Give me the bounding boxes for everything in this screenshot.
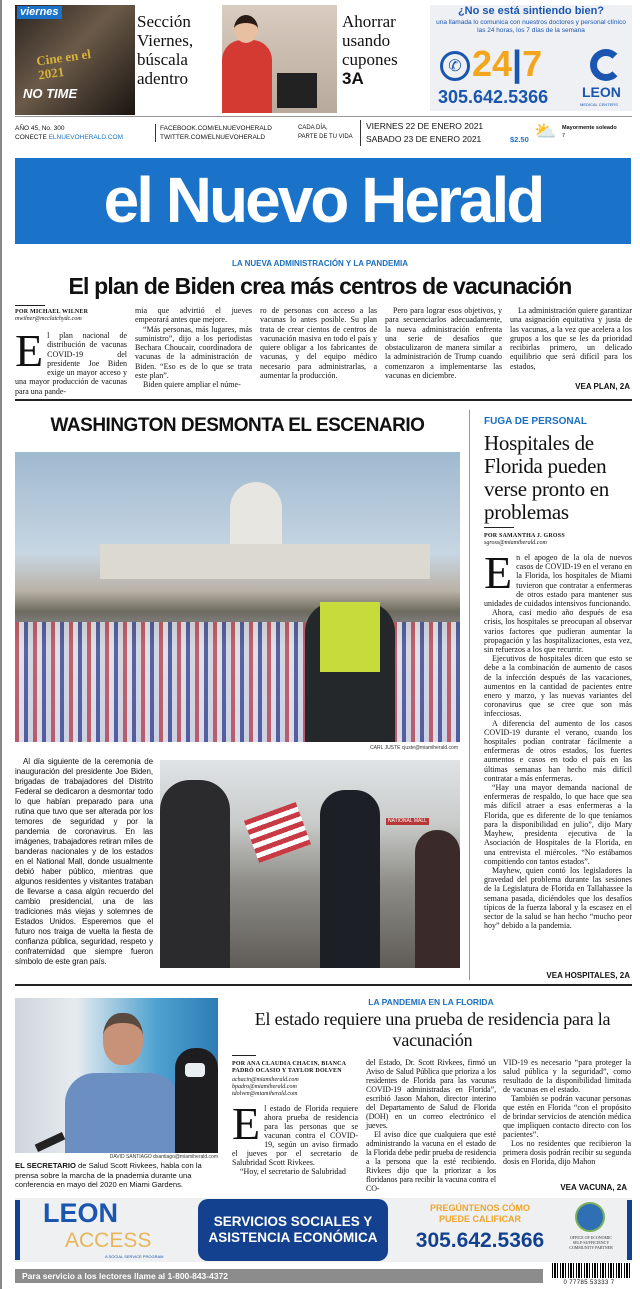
shopper-head [234, 15, 258, 43]
seal-icon [575, 1202, 605, 1232]
column-divider [469, 410, 470, 980]
info-slogan: CADA DÍA, PARTE DE TU VIDA [298, 125, 353, 140]
twitter-link[interactable]: TWITTER.COM/ELNUEVOHERALD [160, 134, 266, 141]
lead-col-4: Pero para lograr esos objetivos, y para secuenciarlos adecuadamente, la nueva administración enfrenta una serie de desafíos que obstaculizaron de manera similar a la administración de Trump cuando comenzaron a implementarse las vacunas en diciembre. [385, 306, 502, 381]
lead-col-3: ro de personas con acceso a las vacunas lo antes posible. Su plan trata de crear cientos de centros de vacunación masiva en todo el país y quiere obligar a los fabricantes de vacunas, y del equipo médico necesario para administrarlas, a aumentar la producción. [260, 306, 377, 381]
lead-kicker: LA NUEVA ADMINISTRACIÓN Y LA PANDEMIA [231, 259, 408, 268]
lead-col-1 [15, 305, 127, 396]
safety-vest [320, 602, 380, 672]
person-left [160, 780, 230, 968]
person-right [415, 830, 460, 968]
top-ad[interactable] [430, 5, 632, 111]
masthead[interactable] [15, 158, 631, 244]
vacuna-col-2: del Estado, Dr. Scott Rivkees, firmó un Aviso de Salud Pública que prioriza a los residentes de Florida para las vacunas COVID-19 administradas en Florida”, escribió Jason Mahon, director interino del Departamento de Salud de Florida (DOH) en un correo electrónico el jueves. El aviso dice que cualquiera que esté administrando la vacuna en el estado de la Florida debe pedir prueba de residencia a la persona que la esté recibiendo. Rivkees dijo que la priorizar a los floridanos para recibir la vacuna contra el CO- [366, 1058, 496, 1193]
ad-left-bar [15, 1200, 20, 1260]
weather-text: Mayormente soleado 7 [562, 125, 617, 139]
hospitales-headline[interactable]: Hospitales de Florida pueden verse pronto en problemas [484, 431, 609, 524]
vacuna-email-1: achacin@miamiherald.com [232, 1077, 299, 1083]
divider [232, 1055, 256, 1056]
cupones-text: Ahorrar usando cupones [342, 12, 398, 69]
flag-held [244, 802, 311, 863]
washington-text: Al día siguiente de la ceremonia de inauguración del presidente Joe Biden, brigadas de trabajadores del Distrito Federal se dedicaron a desmontar todo lo que habían preparado para una rutina que tuvo que ser alterada por los temores de seguridad y por la pandemia de coronavirus. En las imágenes, trabajadores retiran miles de banderas nacionales y de los estados en el National Mall, donde usualmente debió haber público, mientras que algunos residentes y visitantes trataban de llevarse a casa algún recuerdo del cambio presidencial, una de las tradiciones más viejas y solemnes de Estados Unidos. Esperemos que el futuro nos traiga de vuelta la fiesta de confianza pública, seguridad, respeto y confraternidad que siempre fueron símbolo de este gran país. [15, 757, 153, 966]
services-line-1: SERVICIOS SOCIALES Y [213, 1214, 373, 1229]
page-edge [0, 0, 2, 1289]
ad-right-bar [627, 1200, 632, 1260]
capitol-dome [230, 482, 282, 552]
divider [15, 305, 45, 306]
date-saturday: SABADO 23 DE ENERO 2021 [366, 134, 482, 144]
info-dates [360, 120, 483, 146]
vacuna-headline[interactable]: El estado requiere una prueba de residencia para la vacunación [254, 1009, 611, 1050]
viernes-promo-text[interactable]: Sección Viernes, búscala adentro [137, 12, 194, 88]
leon-logo-icon [590, 49, 622, 81]
photo-credit: CARL JUSTE cjuste@miamiherald.com [370, 745, 458, 751]
viernes-cover-title: NO TIME [23, 86, 78, 101]
vacuna-col-3: VID-19 es necesario “para proteger la salud pública y la seguridad”, como resultado de la disponibilidad limitada de vacunas en el estado. También se podrán vacunar personas que estén en Florida “con el propósito de brindar servicios de atención médica que impliquen contacto directo con los pacientes”. Los no residentes que recibieron la primera dosis podrán recibir su segunda dosis en Florida, dijo Mahon [503, 1058, 631, 1166]
website-link[interactable]: ELNUEVOHERALD.COM [48, 134, 123, 141]
divider [15, 399, 632, 401]
speaker-head [103, 1013, 143, 1065]
vacuna-caption: EL SECRETARIO de Salud Scott Rivkees, habla con la prensa sobre la marcha de la pnademia durante una conferencia en mayo del 2020 en Miami Gardens. [15, 1161, 202, 1189]
price: $2.50 [510, 135, 529, 144]
date-friday: VIERNES 22 DE ENERO 2021 [366, 121, 484, 131]
vacuna-email-3: tdolven@miamiherald.com [232, 1091, 298, 1097]
lead-jump-link[interactable]: VEA PLAN, 2A [575, 382, 630, 391]
vacuna-col-1: POR ANA CLAUDIA CHACIN, BIANCA PADRÓ OCASIO Y TAYLOR DOLVEN achacin@miamiherald.com bpadro@miamiherald.com tdolven@miamiherald.com El estado de Florida requiere ahora prueba de residencia para las personas que se vacunan contra el COVID-19, según un aviso firmado el jueves por el secretario de Salubridad Scott Rivkees. “Hoy, el secretario de Salubridad [232, 1055, 358, 1176]
lead-col-2: mia que advirtió el jueves empeorará antes que mejore. “Más personas, más lugares, más suministro”, dijo a los periodistas Bechara Choucair, coordinadora de vacunas de la administración de Biden. “Eso es de lo que se trata este plan”. Biden quiere ampliar el núme- [135, 306, 252, 390]
capitol-flags-photo[interactable] [15, 452, 460, 742]
mask [185, 1063, 205, 1077]
bottom-ad-phone: 305.642.5366 [415, 1229, 545, 1252]
lead-headline[interactable]: El plan de Biden crea más centros de vacunación [68, 273, 572, 299]
divider [15, 116, 632, 117]
services-line-2: ASISTENCIA ECONÓMICA [208, 1230, 378, 1245]
rivkees-photo[interactable] [15, 998, 218, 1153]
vacuna-byline: POR ANA CLAUDIA CHACIN, BIANCA PADRÓ OCASIO Y TAYLOR DOLVEN [232, 1061, 346, 1074]
cupones-promo-text[interactable] [342, 12, 426, 88]
flag-volunteers-photo[interactable] [160, 760, 460, 968]
hospitales-kicker: FUGA DE PERSONAL [484, 416, 587, 427]
hospitales-byline-block [484, 527, 630, 547]
info-issue [15, 124, 123, 142]
lead-text: l plan nacional de distribución de vacunas COVID-19 del presidente Joe Biden exige un mayor acceso y una mayor producción de vacunas para una pande- [15, 331, 127, 396]
leon-brand: LEON [43, 1198, 119, 1228]
ask-text: PREGÚNTENOS CÓMO PUEDE CALIFICAR [429, 1203, 530, 1224]
info-social [155, 124, 272, 142]
hospitales-text: En el apogeo de la ola de nuevos casos de COVID-19 en el verano en la Florida, los hospitales de Miami tuvieron que contratar a enfermeras de otros estado para mantener sus unidades de cuidados intensivos funcionando. Ahora, casi medio año después de esa crisis, los hospitales se preocupan al observar varios factores que pudieran aumentar la propagación y las hospitalizaciones, esta vez, sin refuerzos a los que recurrir. Ejecutivos de hospitales dicen que esto se debe a la combinación de aumento de casos de la infección después de las vacaciones, aumentos en la cantidad de pacientes entre enero y marzo, y las nuevas variantes del coronavirus que se cree que son más infecciosas. A diferencia del aumento de los casos COVID-19 durante el verano, cuando los hospitales podían contratar fácilmente a enfermeras de otros estados, los fuertes aumentos e casos en todo el país en las últimas semanas han hecho más difícil contratar a más enfermeras. “Hay una mayor demanda nacional de enfermeras de respaldo, lo que hace que sea más difícil atraer a esas enfermeras a la Florida, que es diferente de lo que teníamos para la disponibilidad en julio”, dijo Mary Mayhew, presidenta ejecutiva de la Asociación de Hospitales de la Florida, en una entrevista el miércoles. “No estábamos compitiendo con tantos estados”. Mayhew, quien contó los legisladores la gravedad del problema durante las sesiones de la Legislatura de Florida en Tallahassee la semana pasada, diciéndoles que los desafíos típicos de la fuerza laboral y la escasez en el sector de la salud se han hecho “mucho peor hoy” debido a la pandemia. [484, 547, 632, 931]
hospitales-byline: POR SAMANTHA J. GROSS [484, 533, 565, 539]
ad-phone: 305.642.5366 [438, 87, 549, 107]
access-brand: ACCESS [65, 1229, 152, 1252]
vacuna-jump-link[interactable]: VEA VACUNA, 2A [560, 1183, 627, 1192]
lead-byline: POR MICHAEL WILNER [15, 309, 89, 315]
drop-cap: E [484, 547, 513, 598]
services-box [198, 1199, 388, 1261]
lead-email: mwilner@mcclatchydc.com [15, 316, 82, 322]
facebook-link[interactable]: FACEBOOK.COM/ELNUEVOHERALD [160, 125, 272, 132]
mall-sign: NATIONAL MALL [388, 818, 427, 824]
shopper-figure [222, 40, 272, 113]
divider [15, 984, 632, 986]
ad-brand: LEON [582, 84, 621, 100]
drop-cap: E [232, 1098, 261, 1149]
barcode [552, 1263, 630, 1278]
ad-24: 24|7 [472, 43, 543, 84]
bottom-ad[interactable] [15, 1198, 632, 1262]
police-officer [320, 790, 380, 968]
reader-service-bar [15, 1269, 543, 1283]
register-icon [277, 73, 317, 108]
vacuna-kicker: LA PANDEMIA EN LA FLORIDA [368, 997, 494, 1007]
ad-brand-sub: MEDICAL CENTERS [580, 102, 618, 107]
partly-sunny-icon: ⛅ [534, 121, 557, 142]
viernes-tag: viernes [17, 6, 62, 19]
capitol-building [100, 544, 430, 579]
lead-col-5: La administración quiere garantizar una asignación equitativa y justa de las vacunas, a la vez que acelera a los grupos a los que se les da prioridad recibirlas primero, un delicado equilibrio que será difícil para los estados, [510, 306, 632, 371]
microphone-icon [35, 1132, 66, 1152]
ad-headline: ¿No se está sintiendo bien? [457, 5, 605, 17]
year-issue: AÑO 45, No. 300 [15, 125, 65, 132]
vacuna-photo-credit: DAVID SANTIAGO dsantiago@miamiherald.com [109, 1154, 218, 1160]
conecte: CONECTE ELNUEVOHERALD.COM [15, 134, 123, 141]
masthead-title: el Nuevo Herald [103, 164, 543, 236]
reader-service-text: Para servicio a los lectores llame al 1-800-843-4372 [22, 1271, 229, 1281]
washington-headline[interactable]: WASHINGTON DESMONTA EL ESCENARIO [50, 415, 425, 436]
hospitales-jump-link[interactable]: VEA HOSPITALES, 2A [546, 971, 630, 980]
speaker-body [65, 1073, 180, 1153]
viernes-cover-text: Cine en el 2021 [35, 46, 92, 83]
phone-icon: ✆ [440, 51, 470, 81]
leon-sub: A SOCIAL SERVICE PROGRAM [105, 1254, 164, 1259]
divider [484, 527, 514, 528]
viernes-promo-image[interactable] [15, 5, 135, 115]
drop-cap: E [15, 325, 44, 376]
vacuna-email-2: bpadro@miamiherald.com [232, 1084, 297, 1090]
barcode-number: 0 77785 53333 7 [546, 1279, 632, 1287]
hospitales-email: sgross@miamiherald.com [484, 540, 547, 546]
cupones-page: 3A [342, 69, 364, 88]
seal-text: OFFICE OF ECONOMIC SELF-SUFFICIENCY COMMUNITY PARTNER [569, 1235, 613, 1250]
ad-sub: una llamada lo comunica con nuestros doctores y personal clínico las 24 horas, los 7 días de la semana [436, 19, 626, 34]
cupones-promo-image[interactable] [222, 5, 337, 113]
